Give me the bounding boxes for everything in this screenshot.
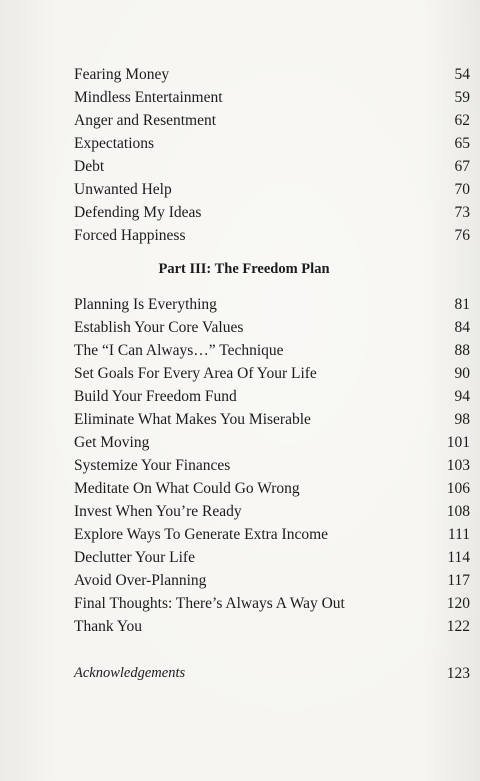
toc-entry-title: Explore Ways To Generate Extra Income: [74, 526, 329, 543]
toc-entry-title: Fearing Money: [74, 66, 170, 83]
toc-entry: [74, 317, 470, 340]
toc-entry-page: 81: [454, 296, 470, 313]
toc-entry: [74, 340, 470, 363]
toc-entry-page: 90: [454, 365, 470, 382]
toc-entry-page: 101: [446, 434, 470, 451]
toc-entry: [74, 432, 470, 455]
toc-entry: [74, 547, 470, 570]
toc-entry-page: 122: [446, 618, 470, 635]
toc-entry: [74, 386, 470, 409]
toc-entry-title: Debt: [74, 158, 105, 175]
toc-entry-page: 111: [447, 526, 470, 543]
table-of-contents: [74, 64, 470, 686]
part-three-heading: [74, 258, 470, 294]
toc-entry-title: Set Goals For Every Area Of Your Life: [74, 365, 317, 382]
toc-entry-page: 103: [446, 457, 470, 474]
toc-entry-title: Invest When You’re Ready: [74, 503, 242, 520]
toc-entry-page: 84: [454, 319, 470, 336]
toc-entry-page: 98: [454, 411, 470, 428]
toc-entry-title: Unwanted Help: [74, 181, 172, 198]
toc-entry-title: Anger and Resentment: [74, 112, 217, 129]
toc-entry-page: 70: [454, 181, 470, 198]
toc-entry: [74, 524, 470, 547]
toc-entry-page: 76: [454, 227, 470, 244]
toc-entry-page: 59: [454, 89, 470, 106]
toc-entry: [74, 294, 470, 317]
toc-entry-page: 117: [447, 572, 470, 589]
toc-entry: [74, 478, 470, 501]
toc-entry: [74, 593, 470, 616]
toc-entry: [74, 363, 470, 386]
toc-entry-title: Expectations: [74, 135, 155, 152]
toc-entry: [74, 202, 470, 225]
toc-entry-title: Declutter Your Life: [74, 549, 195, 566]
toc-entry: [74, 455, 470, 478]
toc-entry-acknowledgements: [74, 663, 470, 686]
toc-entry-page: 88: [454, 342, 470, 359]
toc-entry-title: Get Moving: [74, 434, 150, 451]
toc-entry: [74, 179, 470, 202]
toc-entry-title: Forced Happiness: [74, 227, 186, 244]
toc-entry: [74, 616, 470, 639]
part-three-heading-text: Part III: The Freedom Plan: [158, 261, 330, 277]
toc-entry-title: Systemize Your Finances: [74, 457, 231, 474]
section-spacer: [74, 639, 470, 651]
toc-entry-page: 120: [446, 595, 470, 612]
toc-entry-page: 62: [454, 112, 470, 129]
toc-entry-title: The “I Can Always…” Technique: [74, 342, 284, 359]
toc-entry-title: Build Your Freedom Fund: [74, 388, 237, 405]
toc-entry-title: Establish Your Core Values: [74, 319, 244, 336]
toc-entry: [74, 156, 470, 179]
toc-entry-title: Final Thoughts: There’s Always A Way Out: [74, 595, 345, 612]
toc-entry: [74, 501, 470, 524]
toc-entry-page: 65: [454, 135, 470, 152]
toc-entry-page: 106: [446, 480, 470, 497]
toc-entry-title: Eliminate What Makes You Miserable: [74, 411, 311, 428]
toc-entry-title: Avoid Over-Planning: [74, 572, 207, 589]
toc-entry: [74, 87, 470, 110]
toc-entry-page: 123: [446, 665, 470, 682]
toc-entry-page: 67: [454, 158, 470, 175]
toc-entry-page: 94: [454, 388, 470, 405]
toc-entry-title: Planning Is Everything: [74, 296, 217, 313]
toc-entry: [74, 409, 470, 432]
toc-entry-page: 108: [446, 503, 470, 520]
toc-entry: [74, 110, 470, 133]
toc-entry-page: 54: [454, 66, 470, 83]
toc-entry: [74, 64, 470, 87]
toc-entry-title: Meditate On What Could Go Wrong: [74, 480, 300, 497]
section-spacer: [74, 651, 470, 663]
toc-entry-title: Mindless Entertainment: [74, 89, 223, 106]
toc-entry: [74, 570, 470, 593]
toc-entry-page: 114: [447, 549, 470, 566]
toc-entry: [74, 133, 470, 156]
toc-entry-title: Thank You: [74, 618, 143, 635]
toc-entry-title: Defending My Ideas: [74, 204, 202, 221]
toc-entry-page: 73: [454, 204, 470, 221]
toc-entry-title: Acknowledgements: [74, 665, 186, 681]
toc-entry: [74, 225, 470, 248]
